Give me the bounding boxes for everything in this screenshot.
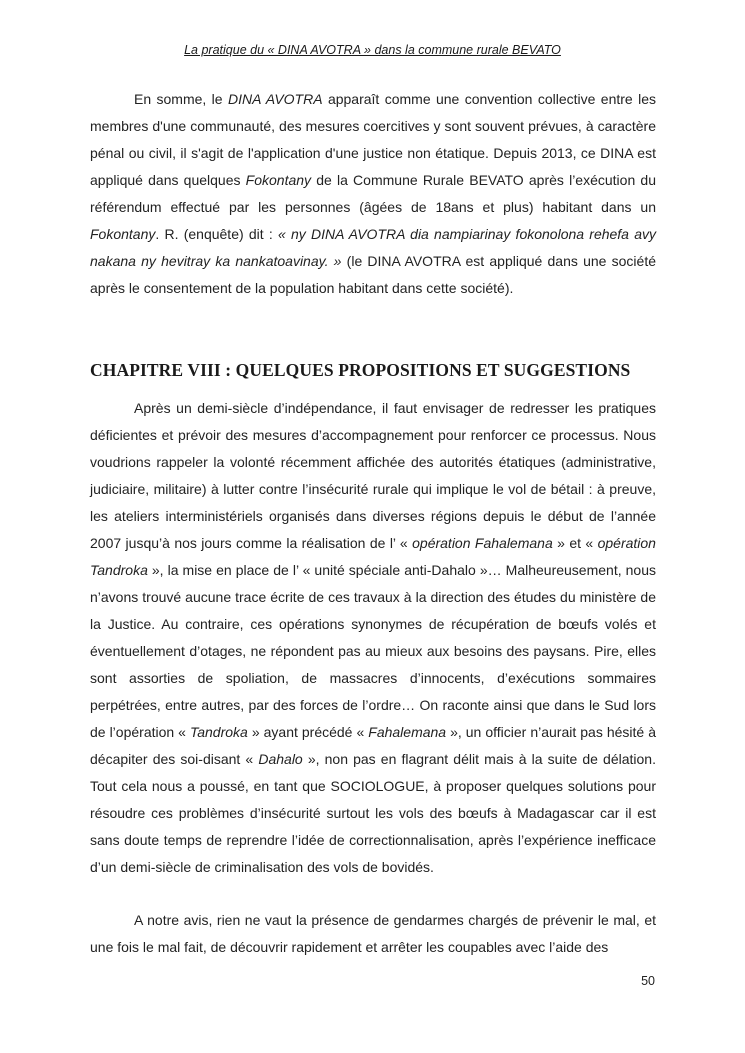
text-run: Après un demi-siècle d’indépendance, il faut envisager de redresser les pratiques déficientes et prévoir des mesures d’accompagnement pour renforcer ce processus. Nous voudrions rappeler la volonté récemment affichée des autorités étatiques (administrative, judiciaire, militaire) à lutter contre l’insécurité rurale qui implique le vol de bétail : à preuve, les ateliers interministériels organisés dans diverses régions depuis le début de l’année 2007 jusqu’à nos jours comme la réalisation de l’ « xyxy=(90,400,656,551)
paragraph-propositions xyxy=(90,395,656,881)
italic-term: Fokontany xyxy=(90,226,156,242)
paragraph-dina-avotra xyxy=(90,86,656,302)
text-run: (le DINA AVOTRA est appliqué dans une société après le consentement de la population habitant dans cette société). xyxy=(90,253,656,296)
italic-term: Dahalo xyxy=(258,751,303,767)
text-run: », la mise en place de l’ « unité spéciale anti-Dahalo »… Malheureusement, nous n’avons trouvé aucune trace écrite de ces travaux à la direction des études du ministère de la Justice. Au contraire, ces opérations synonymes de récupération de bœufs volés et éventuellement d’otages, ne répondent pas au mieux aux besoins des paysans. Pire, elles sont assorties de spoliation, de massacres d’innocents, d’exécutions sommaires perpétrées, entre autres, par des forces de l’ordre… On raconte ainsi que dans le Sud lors de l’opération « xyxy=(90,562,656,740)
text-run: », un officier n’aurait pas hésité à décapiter des soi-disant « xyxy=(90,724,656,767)
text-run: A notre avis, rien ne vaut la présence de gendarmes chargés de prévenir le mal, et une fois le mal fait, de découvrir rapidement et arrêter les coupables avec l’aide des xyxy=(90,912,656,955)
paragraph-notre-avis xyxy=(90,907,656,961)
text-run: », non pas en flagrant délit mais à la suite de délation. Tout cela nous a poussé, en tant que SOCIOLOGUE, à proposer quelques solutions pour résoudre ces problèmes d’insécurité surtout les vols des bœufs à Madagascar car il est sans doute temps de reprendre l’idée de correctionnalisation, après l’expérience inefficace d’un demi-siècle de criminalisation des vols de bovidés. xyxy=(90,751,656,875)
text-run: En somme, le xyxy=(134,91,228,107)
text-run: » ayant précédé « xyxy=(247,724,369,740)
italic-term: Tandroka xyxy=(189,724,248,740)
text-run: de la Commune Rurale BEVATO après l’exécution du référendum effectué par les personnes (âgées de 18ans et plus) habitant dans un xyxy=(90,172,656,215)
malagasy-quote: « ny DINA AVOTRA dia nampiarinay fokonolona rehefa avy nakana ny hevitray ka nankatoavinay. » xyxy=(90,226,656,269)
italic-term: opération Tandroka xyxy=(90,535,656,578)
text-run: » et « xyxy=(552,535,598,551)
italic-term: Fahalemana xyxy=(368,724,447,740)
italic-term: opération Fahalemana xyxy=(412,535,553,551)
italic-term: Fokontany xyxy=(245,172,312,188)
italic-term: DINA AVOTRA xyxy=(227,91,323,107)
chapter-heading: CHAPITRE VIII : QUELQUES PROPOSITIONS ET SUGGESTIONS xyxy=(90,360,631,380)
text-run: . R. (enquête) dit : xyxy=(155,226,278,242)
text-run: apparaît comme une convention collective entre les membres d'une communauté, des mesures coercitives y sont souvent prévues, à caractère pénal ou civil, il s'agit de l'application d'une justice non étatique. Depuis 2013, ce DINA est appliqué dans quelques xyxy=(90,91,656,188)
page-number: 50 xyxy=(641,974,655,988)
running-header: La pratique du « DINA AVOTRA » dans la commune rurale BEVATO xyxy=(184,43,561,57)
